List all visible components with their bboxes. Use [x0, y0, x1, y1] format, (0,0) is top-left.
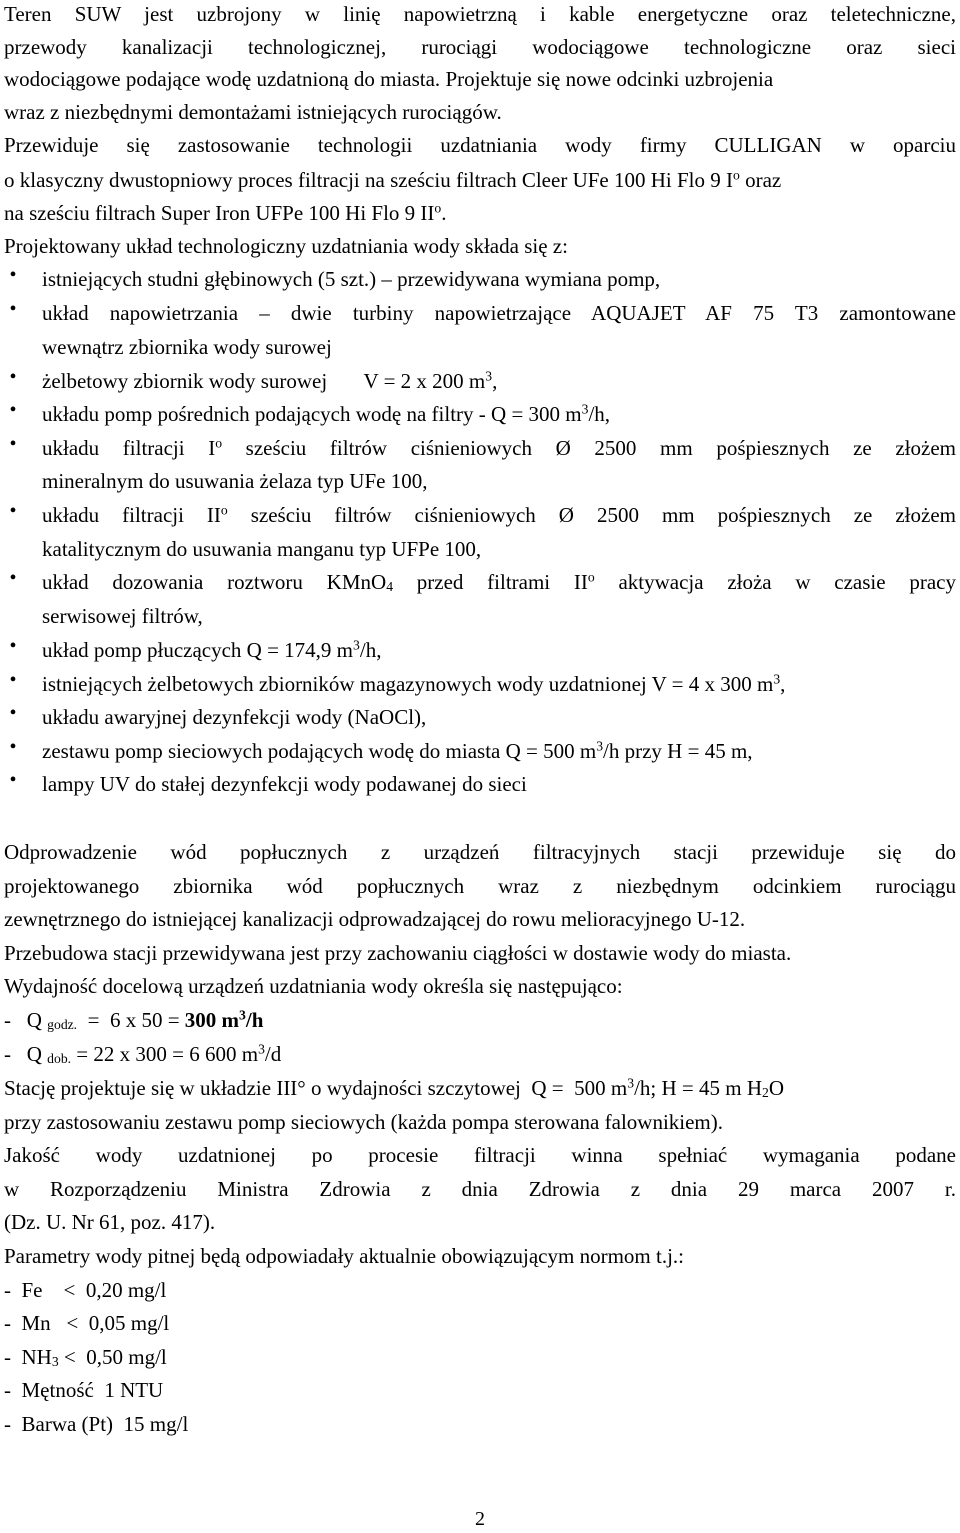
text-line: Wydajność docelową urządzeń uzdatniania wody określa się następująco:: [4, 974, 623, 998]
list-item-continuation: wewnątrz zbiornika wody surowej: [42, 335, 332, 359]
list-item: układ dozowania roztworu KMnO$_4$ przed filtrami $II^o$ aktywacja złoża w czasie pracy: [42, 569, 956, 595]
list-item: układu filtracji $I^o$ sześciu filtrów ciśnieniowych Ø 2500 mm pośpiesznych ze złożem: [42, 435, 956, 460]
list-item-continuation: katalitycznym do usuwania manganu typ UFPe 100,: [42, 537, 482, 561]
list-item: układu filtracji $II^o$ sześciu filtrów ciśnieniowych Ø 2500 mm pośpiesznych ze złożem: [42, 502, 956, 527]
list-item: istniejących żelbetowych zbiorników magazynowych wody uzdatnionej V = 4 x 300 $m^3$,: [42, 671, 786, 696]
bullet-icon: •: [9, 669, 17, 691]
text-line: Przebudowa stacji przewidywana jest przy zachowaniu ciągłości w dostawie wody do miasta.: [4, 941, 792, 965]
parameter-line: - Mn < 0,05 mg/l: [4, 1311, 170, 1335]
bullet-icon: •: [9, 298, 17, 320]
bullet-icon: •: [9, 736, 17, 758]
bullet-icon: •: [9, 399, 17, 421]
list-item: układu awaryjnej dezynfekcji wody (NaOCl),: [42, 705, 427, 729]
formula-line: - Q $_{dob.}$ = 22 x 300 = 6 600 $m^3/d$: [4, 1041, 282, 1067]
list-item: układ pomp płuczących Q = 174,9 $m^3/h$,: [42, 637, 382, 662]
text-line: przy zastosowaniu zestawu pomp sieciowych (każda pompa sterowana falownikiem).: [4, 1110, 724, 1134]
text-line: Parametry wody pitnej będą odpowiadały aktualnie obowiązującym normom t.j.:: [4, 1244, 684, 1268]
list-item: układu pomp pośrednich podających wodę na filtry - Q = 300 $m^3/h$,: [42, 401, 611, 426]
bullet-icon: •: [9, 500, 17, 522]
bullet-icon: •: [9, 702, 17, 724]
text-line: Odprowadzenie wód popłucznych z urządzeń filtracyjnych stacji przewiduje się do: [4, 840, 956, 864]
parameter-line: - Mętność 1 NTU: [4, 1378, 164, 1402]
parameter-line: - Fe < 0,20 mg/l: [4, 1278, 167, 1302]
bullet-icon: •: [9, 769, 17, 791]
text-line: na sześciu filtrach Super Iron UFPe 100 Hi Flo 9 $II^o$.: [4, 200, 447, 225]
bullet-icon: •: [9, 567, 17, 589]
text-line: Teren SUW jest uzbrojony w linię napowietrzną i kable energetyczne oraz teletechniczne,: [4, 2, 956, 26]
text-line: o klasyczny dwustopniowy proces filtracji na sześciu filtrach Cleer UFe 100 Hi Flo 9 $I^o$ oraz: [4, 167, 782, 192]
bullet-icon: •: [9, 635, 17, 657]
parameter-line: - $NH_3 < 0,50$ mg/l: [4, 1345, 167, 1370]
bullet-icon: •: [9, 366, 17, 388]
list-item: istniejących studni głębinowych (5 szt.) – przewidywana wymiana pomp,: [42, 267, 661, 291]
list-item-continuation: mineralnym do usuwania żelaza typ UFe 100,: [42, 469, 428, 493]
text-line: Projektowany układ technologiczny uzdatniania wody składa się z:: [4, 234, 568, 258]
list-item: zestawu pomp sieciowych podających wodę do miasta Q = 500 $m^3/h$ przy H = 45 m,: [42, 738, 753, 763]
list-item: lampy UV do stałej dezynfekcji wody podawanej do sieci: [42, 772, 527, 796]
text-line: projektowanego zbiornika wód popłucznych wraz z niezbędnym odcinkiem rurociągu: [4, 874, 956, 898]
formula-line: - Q $_{godz.}$ = 6 x 50 = 300 $m^3/h$: [4, 1007, 264, 1033]
bullet-icon: •: [9, 433, 17, 455]
text-line: w Rozporządzeniu Ministra Zdrowia z dnia Zdrowia z dnia 29 marca 2007 r.: [4, 1177, 956, 1201]
text-line: (Dz. U. Nr 61, poz. 417).: [4, 1210, 216, 1234]
list-item: żelbetowy zbiornik wody surowej V = 2 x 200 $m^3$,: [42, 368, 498, 393]
text-line: wodociągowe podające wodę uzdatnioną do miasta. Projektuje się nowe odcinki uzbrojenia: [4, 67, 774, 91]
text-line: Stację projektuje się w układzie III° o wydajności szczytowej Q = 500 $m^3/h$; H = 45 m $H_2O$: [4, 1075, 784, 1101]
page-number: 2: [475, 1508, 485, 1530]
text-line: zewnętrznego do istniejącej kanalizacji odprowadzającej do rowu melioracyjnego U-12.: [4, 907, 746, 931]
text-line: Jakość wody uzdatnionej po procesie filtracji winna spełniać wymagania podane: [4, 1143, 956, 1167]
text-line: wraz z niezbędnymi demontażami istniejących rurociągów.: [4, 100, 502, 124]
list-item-continuation: serwisowej filtrów,: [42, 604, 203, 628]
text-line: Przewiduje się zastosowanie technologii uzdatniania wody firmy CULLIGAN w oparciu: [4, 133, 956, 157]
bullet-icon: •: [9, 264, 17, 286]
text-line: przewody kanalizacji technologicznej, rurociągi wodociągowe technologiczne oraz sieci: [4, 35, 956, 59]
parameter-line: - Barwa (Pt) 15 mg/l: [4, 1412, 189, 1436]
list-item: układ napowietrzania – dwie turbiny napowietrzające AQUAJET AF 75 T3 zamontowane: [42, 301, 956, 325]
